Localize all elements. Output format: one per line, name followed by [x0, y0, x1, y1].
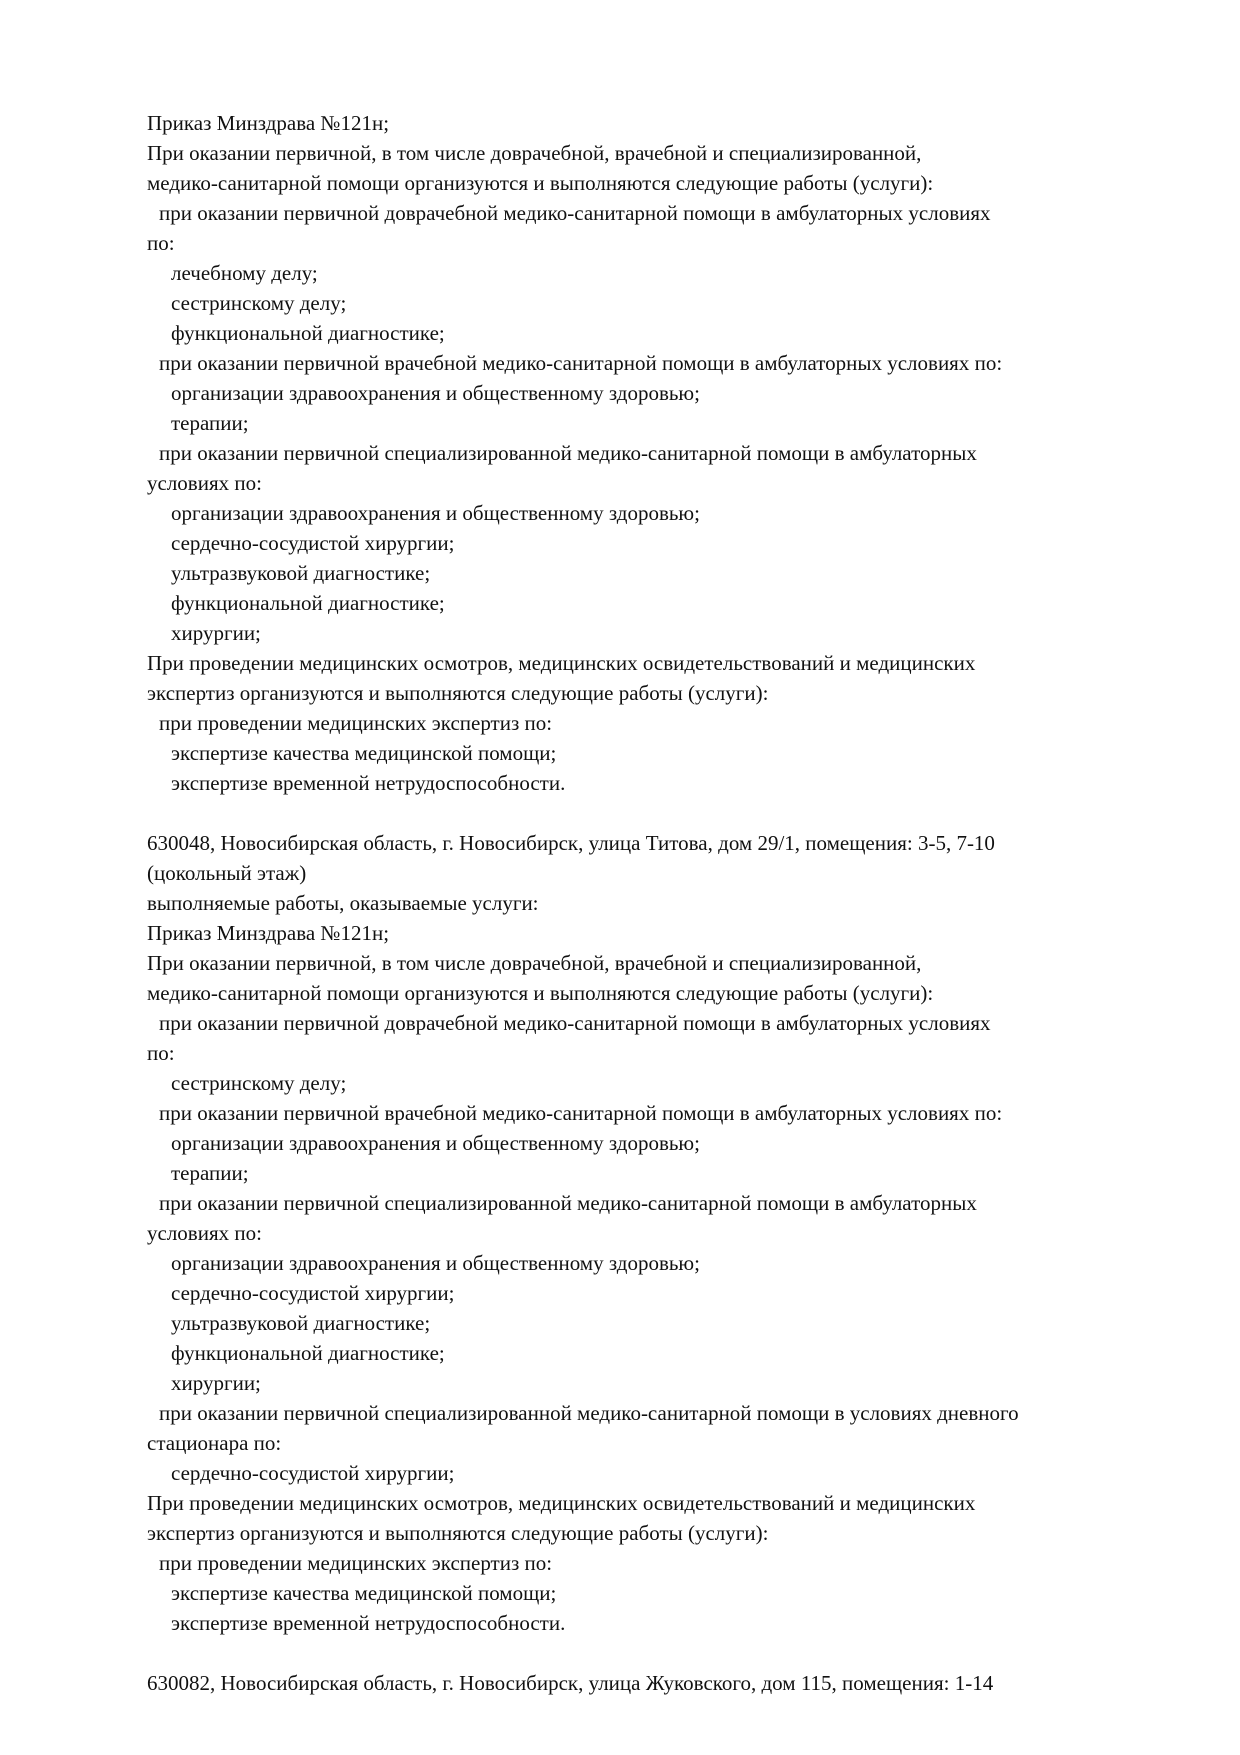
- text-line: условиях по:: [147, 1221, 262, 1245]
- text-line: при оказании первичной врачебной медико-санитарной помощи в амбулаторных условиях по:: [159, 1101, 1003, 1125]
- text-line: Приказ Минздрава №121н;: [147, 111, 390, 135]
- text-line: при оказании первичной специализированной медико-санитарной помощи в условиях дневного: [159, 1401, 1019, 1425]
- text-line: при оказании первичной доврачебной медико-санитарной помощи в амбулаторных условиях: [159, 1011, 991, 1035]
- text-line: организации здравоохранения и общественному здоровью;: [171, 1131, 700, 1155]
- text-line: сестринскому делу;: [171, 291, 347, 315]
- text-line: (цокольный этаж): [147, 861, 307, 885]
- text-line: при оказании первичной специализированной медико-санитарной помощи в амбулаторных: [159, 1191, 977, 1215]
- text-line: экспертизе качества медицинской помощи;: [171, 1581, 557, 1605]
- text-line: сердечно-сосудистой хирургии;: [171, 1461, 455, 1485]
- text-line: При оказании первичной, в том числе доврачебной, врачебной и специализированной,: [147, 141, 922, 165]
- text-line: условиях по:: [147, 471, 262, 495]
- text-line: по:: [147, 1041, 175, 1065]
- document-body: [147, 108, 1187, 1698]
- text-line: хирургии;: [171, 621, 261, 645]
- text-line: экспертизе временной нетрудоспособности.: [171, 771, 566, 795]
- text-line: при оказании первичной доврачебной медико-санитарной помощи в амбулаторных условиях: [159, 201, 991, 225]
- text-line: при оказании первичной специализированной медико-санитарной помощи в амбулаторных: [159, 441, 977, 465]
- text-line: При оказании первичной, в том числе доврачебной, врачебной и специализированной,: [147, 951, 922, 975]
- text-line: ультразвуковой диагностике;: [171, 1311, 431, 1335]
- text-line: медико-санитарной помощи организуются и выполняются следующие работы (услуги):: [147, 171, 934, 195]
- text-line: при оказании первичной врачебной медико-санитарной помощи в амбулаторных условиях по:: [159, 351, 1003, 375]
- text-line: организации здравоохранения и общественному здоровью;: [171, 381, 700, 405]
- text-line: функциональной диагностике;: [171, 321, 445, 345]
- text-line: функциональной диагностике;: [171, 1341, 445, 1365]
- text-line: сердечно-сосудистой хирургии;: [171, 531, 455, 555]
- text-line: Приказ Минздрава №121н;: [147, 921, 390, 945]
- text-line: при проведении медицинских экспертиз по:: [159, 1551, 553, 1575]
- text-line: При проведении медицинских осмотров, медицинских освидетельствований и медицинских: [147, 651, 976, 675]
- text-line: экспертиз организуются и выполняются следующие работы (услуги):: [147, 1521, 769, 1545]
- text-line: при проведении медицинских экспертиз по:: [159, 711, 553, 735]
- blank-line: [147, 798, 1187, 828]
- blank-line: [147, 1638, 1187, 1668]
- text-line: ультразвуковой диагностике;: [171, 561, 431, 585]
- text-line: 630048, Новосибирская область, г. Новосибирск, улица Титова, дом 29/1, помещения: 3-5, 7-10: [147, 831, 995, 855]
- text-line: терапии;: [171, 411, 249, 435]
- text-line: сердечно-сосудистой хирургии;: [171, 1281, 455, 1305]
- text-line: экспертизе временной нетрудоспособности.: [171, 1611, 566, 1635]
- text-line: лечебному делу;: [171, 261, 318, 285]
- text-line: экспертизе качества медицинской помощи;: [171, 741, 557, 765]
- text-line: 630082, Новосибирская область, г. Новосибирск, улица Жуковского, дом 115, помещения: 1-14: [147, 1671, 994, 1695]
- text-line: организации здравоохранения и общественному здоровью;: [171, 501, 700, 525]
- text-line: по:: [147, 231, 175, 255]
- text-line: функциональной диагностике;: [171, 591, 445, 615]
- text-line: терапии;: [171, 1161, 249, 1185]
- text-line: организации здравоохранения и общественному здоровью;: [171, 1251, 700, 1275]
- text-line: стационара по:: [147, 1431, 282, 1455]
- text-line: выполняемые работы, оказываемые услуги:: [147, 891, 539, 915]
- text-line: сестринскому делу;: [171, 1071, 347, 1095]
- text-line: медико-санитарной помощи организуются и выполняются следующие работы (услуги):: [147, 981, 934, 1005]
- text-line: При проведении медицинских осмотров, медицинских освидетельствований и медицинских: [147, 1491, 976, 1515]
- text-line: хирургии;: [171, 1371, 261, 1395]
- text-line: экспертиз организуются и выполняются следующие работы (услуги):: [147, 681, 769, 705]
